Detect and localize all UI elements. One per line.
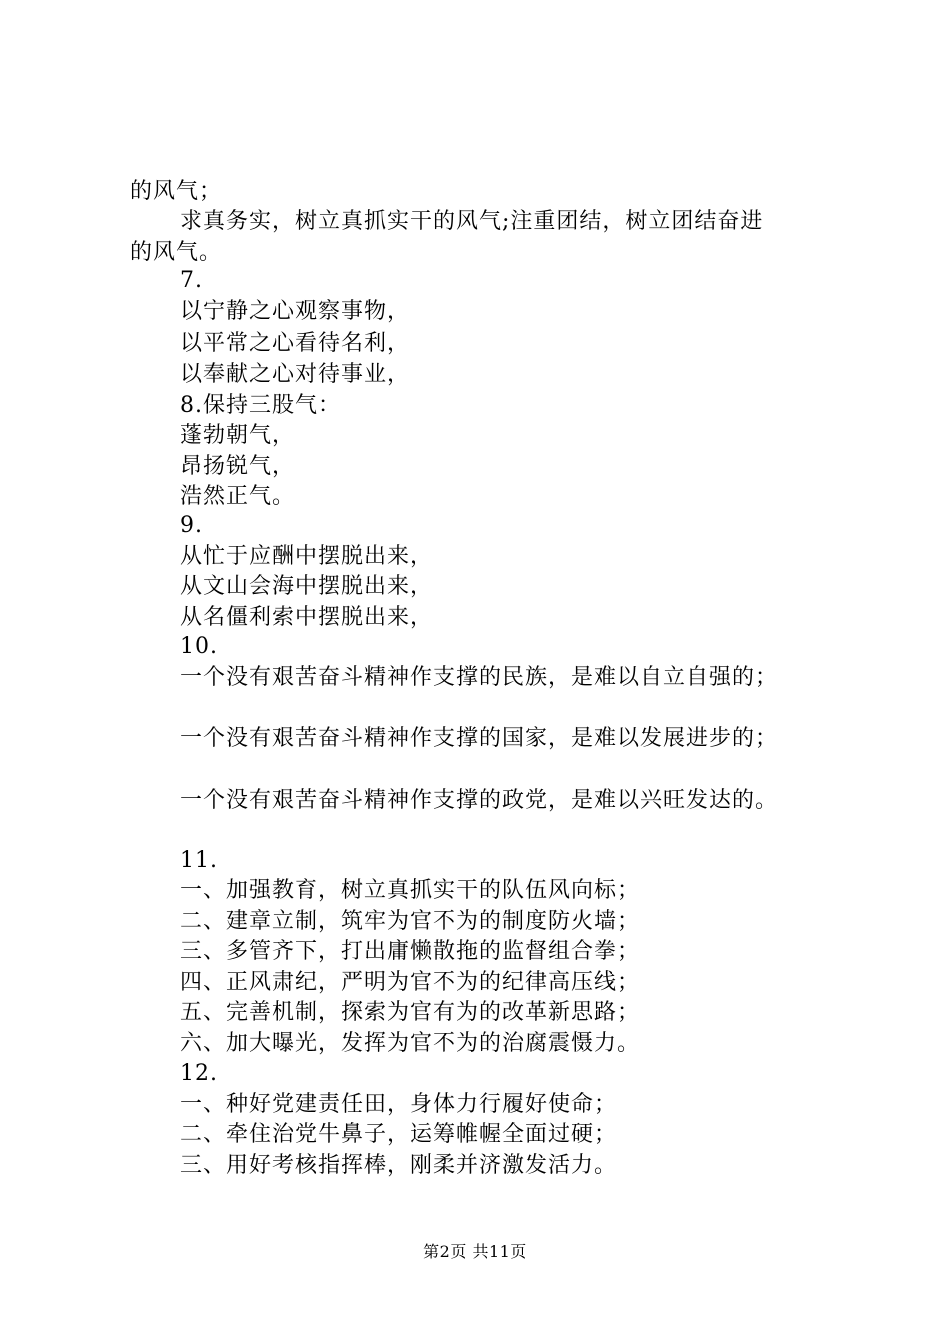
- text-line: 四、正风肃纪，严明为官不为的纪律高压线；: [180, 970, 641, 995]
- text-line: 三、多管齐下，打出庸懒散拖的监督组合拳；: [180, 939, 641, 964]
- text-line: 以平常之心看待名利，: [180, 331, 411, 356]
- text-line: 以宁静之心观察事物，: [180, 299, 411, 324]
- page-number-footer: 第2页 共11页: [423, 1242, 527, 1261]
- section-number: 7.: [180, 268, 203, 293]
- text-line: 二、牵住治党牛鼻子，运筹帷幄全面过硬；: [180, 1122, 618, 1147]
- text-line: 一、加强教育，树立真抓实干的队伍风向标；: [180, 878, 641, 903]
- section-number: 12.: [180, 1061, 218, 1086]
- text-line: 一个没有艰苦奋斗精神作支撑的民族，是难以自立自强的；: [180, 665, 779, 690]
- text-line: 一个没有艰苦奋斗精神作支撑的政党，是难以兴旺发达的。: [180, 788, 779, 813]
- text-line: 从忙于应酬中摆脱出来，: [180, 544, 434, 569]
- text-line: 二、建章立制，筑牢为官不为的制度防火墙；: [180, 909, 641, 934]
- text-line: 浩然正气。: [180, 484, 296, 509]
- text-line: 从名僵利索中摆脱出来，: [180, 605, 434, 630]
- section-number: 9.: [180, 513, 203, 538]
- text-line: 一个没有艰苦奋斗精神作支撑的国家，是难以发展进步的；: [180, 726, 779, 751]
- text-line: 以奉献之心对待事业，: [180, 362, 411, 387]
- text-line: 的风气；: [130, 179, 223, 204]
- text-line: 一、种好党建责任田，身体力行履好使命；: [180, 1092, 618, 1117]
- text-line: 三、用好考核指挥棒，刚柔并济激发活力。: [180, 1153, 618, 1178]
- text-line: 六、加大曝光，发挥为官不为的治腐震慑力。: [180, 1031, 641, 1056]
- section-number: 10.: [180, 634, 218, 659]
- text-line: 的风气。: [130, 240, 223, 265]
- section-heading: 8.保持三股气：: [180, 393, 341, 418]
- section-number: 11.: [180, 848, 218, 873]
- text-line: 昂扬锐气，: [180, 454, 296, 479]
- text-line: 从文山会海中摆脱出来，: [180, 574, 434, 599]
- text-line: 五、完善机制，探索为官有为的改革新思路；: [180, 1000, 641, 1025]
- text-line: 求真务实，树立真抓实干的风气;注重团结，树立团结奋进: [180, 209, 764, 234]
- text-line: 蓬勃朝气，: [180, 423, 296, 448]
